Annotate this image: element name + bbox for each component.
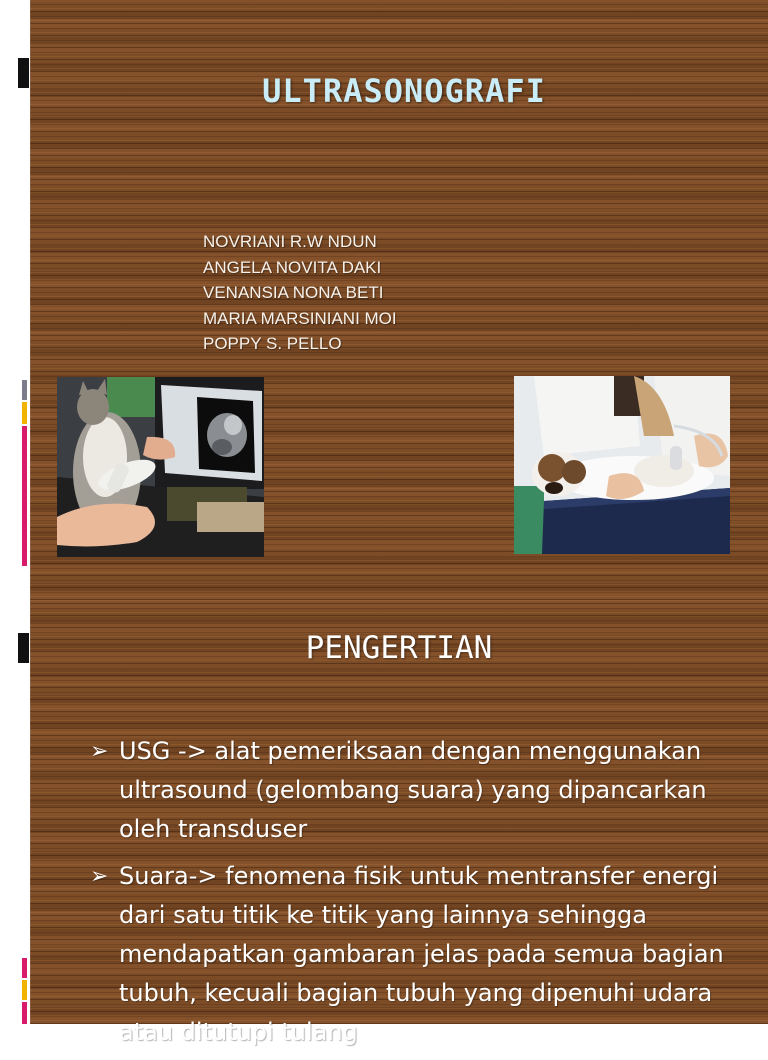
slide-title: ULTRASONOGRAFI [262,72,546,110]
left-margin-decor [0,0,30,1024]
dog-ultrasound-photo [514,376,730,554]
arrow-bullet-icon: ➢ [90,864,109,889]
bullet-text: Suara-> fenomena fisik untuk mentransfer energi dari satu titik ke titik yang lainnya sehingga mendapatkan gambaran jelas pada semua bagian tubuh, kecuali bagian tubuh yang dipenuhi udara atau ditutupi tulang [119,862,724,1046]
cat-ultrasound-photo [57,377,264,557]
bullet-text: USG -> alat pemeriksaan dengan menggunakan ultrasound (gelombang suara) yang dipancarkan oleh transduser [119,737,707,843]
accent-mark-pink-3 [22,1002,27,1024]
author-name: ANGELA NOVITA DAKI [203,257,382,277]
slide-2-top-bar [18,633,29,663]
arrow-bullet-icon: ➢ [90,739,109,764]
bullet-list [90,732,730,1060]
author-list [203,229,397,357]
slide-1-top-bar [18,58,29,88]
accent-mark-yellow [22,402,27,424]
accent-mark-pink-2 [22,958,27,978]
title-slide [30,0,768,600]
definition-slide [30,600,768,1046]
accent-mark-yellow-2 [22,980,27,1000]
author-name: VENANSIA NONA BETI [203,283,384,302]
accent-mark-gray [22,380,27,400]
accent-mark-pink [22,426,27,566]
author-name: MARIA MARSINIANI MOI [203,308,397,328]
author-name: POPPY S. PELLO [203,334,342,353]
section-title: PENGERTIAN [305,630,493,666]
bullet-item [90,732,730,849]
author-name: NOVRIANI R.W NDUN [203,232,377,251]
bullet-item [90,857,730,1052]
